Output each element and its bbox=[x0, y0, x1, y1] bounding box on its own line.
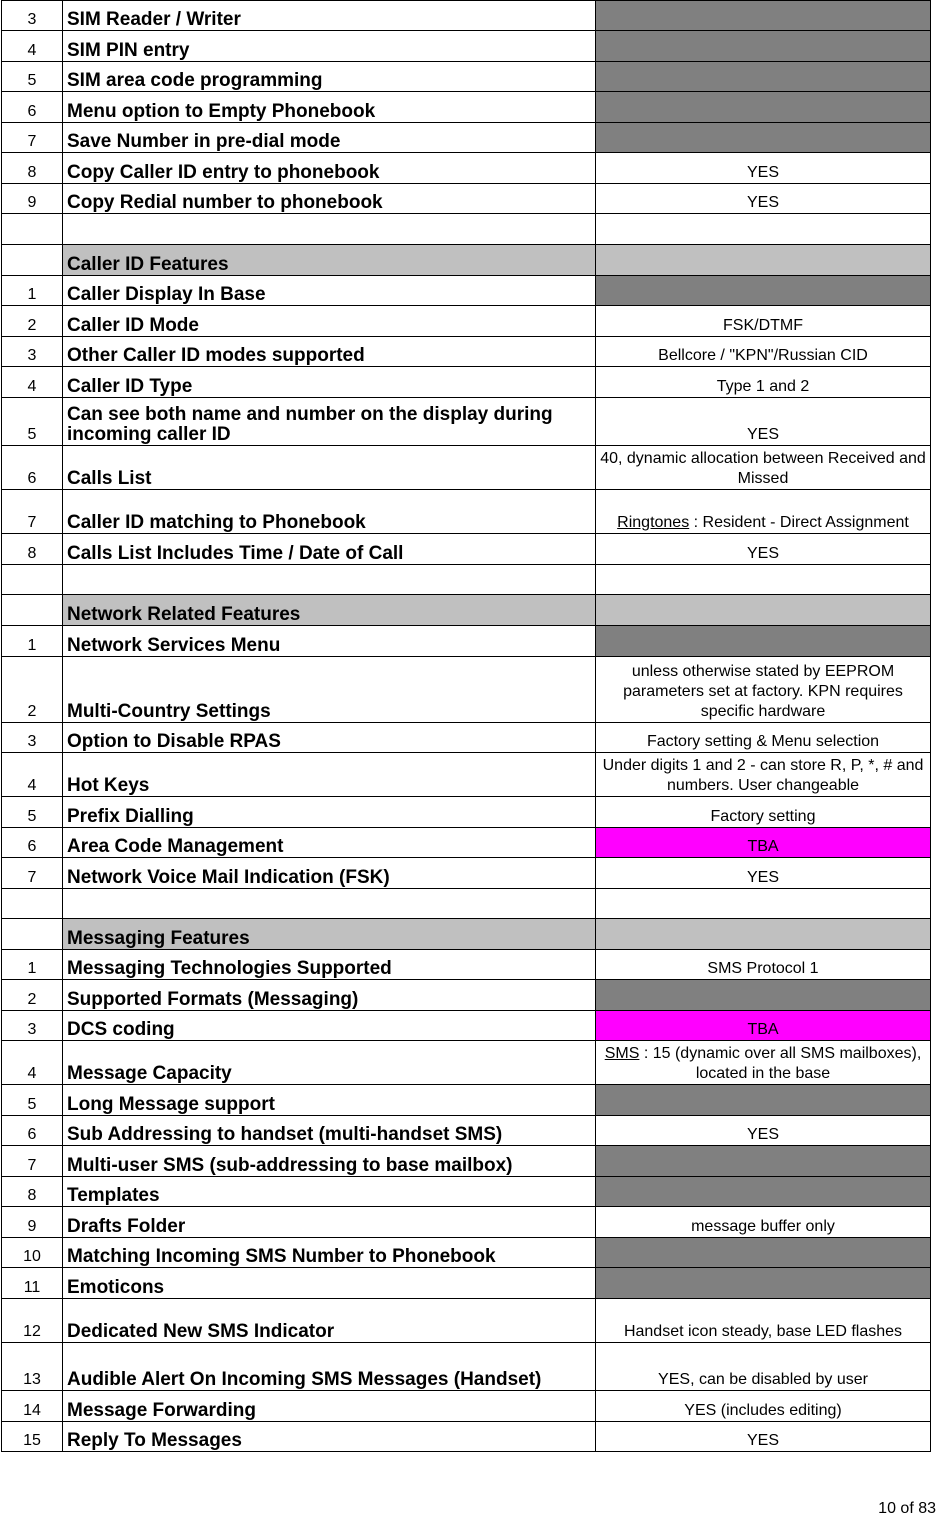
feature-name: Hot Keys bbox=[63, 753, 596, 797]
feature-value: YES (includes editing) bbox=[596, 1391, 931, 1422]
feature-value: Under digits 1 and 2 - can store R, P, *, # and numbers. User changeable bbox=[596, 753, 931, 797]
feature-value: TBA bbox=[596, 1011, 931, 1041]
feature-value: message buffer only bbox=[596, 1207, 931, 1238]
table-row bbox=[2, 1391, 931, 1422]
table-row bbox=[2, 446, 931, 490]
row-number bbox=[2, 889, 63, 919]
row-number: 4 bbox=[2, 753, 63, 797]
feature-value: YES bbox=[596, 398, 931, 446]
row-number: 7 bbox=[2, 1146, 63, 1177]
feature-name: Menu option to Empty Phonebook bbox=[63, 92, 596, 123]
feature-name: Emoticons bbox=[63, 1268, 596, 1299]
feature-name: SIM area code programming bbox=[63, 62, 596, 92]
feature-name: Message Forwarding bbox=[63, 1391, 596, 1422]
feature-value bbox=[596, 1, 931, 31]
feature-value bbox=[596, 980, 931, 1011]
feature-value: Bellcore / "KPN"/Russian CID bbox=[596, 337, 931, 367]
row-number: 3 bbox=[2, 1, 63, 31]
feature-name: Calls List bbox=[63, 446, 596, 490]
table-row bbox=[2, 1207, 931, 1238]
feature-value bbox=[596, 626, 931, 657]
row-number: 5 bbox=[2, 62, 63, 92]
feature-value: YES bbox=[596, 858, 931, 889]
table-row bbox=[2, 31, 931, 62]
feature-name: Matching Incoming SMS Number to Phonebook bbox=[63, 1238, 596, 1268]
table-row bbox=[2, 1085, 931, 1116]
table-row bbox=[2, 980, 931, 1011]
value-underlined-term: SMS bbox=[604, 1045, 640, 1062]
feature-value: YES, can be disabled by user bbox=[596, 1343, 931, 1391]
table-row bbox=[2, 214, 931, 245]
section-header-row bbox=[2, 245, 931, 276]
feature-name: Can see both name and number on the display during incoming caller ID bbox=[63, 398, 596, 446]
table-row bbox=[2, 1268, 931, 1299]
row-number: 8 bbox=[2, 153, 63, 184]
feature-value bbox=[596, 245, 931, 276]
row-number: 6 bbox=[2, 1116, 63, 1146]
feature-spec-table-body bbox=[2, 1, 931, 1452]
feature-value bbox=[596, 490, 931, 534]
feature-value bbox=[596, 565, 931, 595]
feature-name: Caller ID matching to Phonebook bbox=[63, 490, 596, 534]
section-title: Caller ID Features bbox=[63, 245, 596, 276]
feature-name bbox=[63, 565, 596, 595]
table-row bbox=[2, 1146, 931, 1177]
section-header-row bbox=[2, 919, 931, 950]
row-number bbox=[2, 919, 63, 950]
feature-name: Area Code Management bbox=[63, 828, 596, 858]
feature-name: Calls List Includes Time / Date of Call bbox=[63, 534, 596, 565]
feature-value bbox=[596, 1041, 931, 1085]
feature-value: unless otherwise stated by EEPROM parameters set at factory. KPN requires specific hardware bbox=[596, 657, 931, 723]
section-header-row bbox=[2, 595, 931, 626]
table-row bbox=[2, 1116, 931, 1146]
row-number: 2 bbox=[2, 980, 63, 1011]
table-row bbox=[2, 723, 931, 753]
table-row bbox=[2, 828, 931, 858]
feature-value bbox=[596, 1177, 931, 1207]
feature-value bbox=[596, 595, 931, 626]
table-row bbox=[2, 1177, 931, 1207]
feature-value: YES bbox=[596, 1422, 931, 1452]
section-title: Network Related Features bbox=[63, 595, 596, 626]
feature-value bbox=[596, 1268, 931, 1299]
feature-value: 40, dynamic allocation between Received and Missed bbox=[596, 446, 931, 490]
row-number bbox=[2, 595, 63, 626]
row-number: 2 bbox=[2, 657, 63, 723]
value-text: : 15 (dynamic over all SMS mailboxes), located in the base bbox=[639, 1045, 922, 1082]
table-row bbox=[2, 276, 931, 306]
table-row bbox=[2, 337, 931, 367]
row-number bbox=[2, 565, 63, 595]
feature-name: Templates bbox=[63, 1177, 596, 1207]
row-number: 1 bbox=[2, 276, 63, 306]
feature-name: Copy Caller ID entry to phonebook bbox=[63, 153, 596, 184]
feature-name: Copy Redial number to phonebook bbox=[63, 184, 596, 214]
table-row bbox=[2, 565, 931, 595]
row-number: 3 bbox=[2, 1011, 63, 1041]
row-number: 5 bbox=[2, 1085, 63, 1116]
table-row bbox=[2, 184, 931, 214]
feature-value: YES bbox=[596, 184, 931, 214]
row-number: 7 bbox=[2, 123, 63, 153]
section-title: Messaging Features bbox=[63, 919, 596, 950]
row-number: 7 bbox=[2, 490, 63, 534]
table-row bbox=[2, 534, 931, 565]
table-row bbox=[2, 1299, 931, 1343]
feature-name: DCS coding bbox=[63, 1011, 596, 1041]
feature-name: Audible Alert On Incoming SMS Messages (Handset) bbox=[63, 1343, 596, 1391]
feature-name: Caller ID Type bbox=[63, 367, 596, 398]
table-row bbox=[2, 797, 931, 828]
feature-name: Caller Display In Base bbox=[63, 276, 596, 306]
feature-value bbox=[596, 214, 931, 245]
row-number: 1 bbox=[2, 626, 63, 657]
row-number: 6 bbox=[2, 446, 63, 490]
feature-name: Option to Disable RPAS bbox=[63, 723, 596, 753]
feature-name: Supported Formats (Messaging) bbox=[63, 980, 596, 1011]
table-row bbox=[2, 1011, 931, 1041]
value-text: : Resident - Direct Assignment bbox=[689, 514, 909, 531]
feature-name: Messaging Technologies Supported bbox=[63, 950, 596, 980]
feature-value bbox=[596, 123, 931, 153]
feature-value: SMS Protocol 1 bbox=[596, 950, 931, 980]
feature-name: Prefix Dialling bbox=[63, 797, 596, 828]
feature-name: Sub Addressing to handset (multi-handset SMS) bbox=[63, 1116, 596, 1146]
table-row bbox=[2, 889, 931, 919]
row-number: 6 bbox=[2, 828, 63, 858]
feature-name: SIM PIN entry bbox=[63, 31, 596, 62]
table-row bbox=[2, 62, 931, 92]
row-number: 3 bbox=[2, 337, 63, 367]
row-number: 4 bbox=[2, 367, 63, 398]
table-row bbox=[2, 657, 931, 723]
feature-value bbox=[596, 1238, 931, 1268]
row-number: 7 bbox=[2, 858, 63, 889]
feature-name: Multi-Country Settings bbox=[63, 657, 596, 723]
table-row bbox=[2, 1, 931, 31]
row-number: 15 bbox=[2, 1422, 63, 1452]
row-number: 9 bbox=[2, 184, 63, 214]
row-number: 5 bbox=[2, 398, 63, 446]
table-row bbox=[2, 1422, 931, 1452]
table-row bbox=[2, 306, 931, 337]
feature-value: TBA bbox=[596, 828, 931, 858]
feature-value: Factory setting bbox=[596, 797, 931, 828]
feature-name: Network Services Menu bbox=[63, 626, 596, 657]
table-row bbox=[2, 858, 931, 889]
feature-value bbox=[596, 276, 931, 306]
feature-name: Drafts Folder bbox=[63, 1207, 596, 1238]
feature-name: SIM Reader / Writer bbox=[63, 1, 596, 31]
table-row bbox=[2, 1343, 931, 1391]
row-number: 11 bbox=[2, 1268, 63, 1299]
row-number: 5 bbox=[2, 797, 63, 828]
feature-value bbox=[596, 1085, 931, 1116]
row-number: 1 bbox=[2, 950, 63, 980]
page-number: 10 of 83 bbox=[878, 1500, 936, 1517]
row-number: 4 bbox=[2, 1041, 63, 1085]
feature-name: Caller ID Mode bbox=[63, 306, 596, 337]
row-number: 12 bbox=[2, 1299, 63, 1343]
feature-name: Multi-user SMS (sub-addressing to base mailbox) bbox=[63, 1146, 596, 1177]
row-number bbox=[2, 245, 63, 276]
feature-value: Factory setting & Menu selection bbox=[596, 723, 931, 753]
feature-name: Other Caller ID modes supported bbox=[63, 337, 596, 367]
feature-value: Handset icon steady, base LED flashes bbox=[596, 1299, 931, 1343]
row-number: 9 bbox=[2, 1207, 63, 1238]
row-number: 3 bbox=[2, 723, 63, 753]
row-number: 8 bbox=[2, 1177, 63, 1207]
table-row bbox=[2, 398, 931, 446]
feature-value bbox=[596, 1146, 931, 1177]
feature-value bbox=[596, 889, 931, 919]
table-row bbox=[2, 367, 931, 398]
row-number bbox=[2, 214, 63, 245]
table-row bbox=[2, 153, 931, 184]
feature-name bbox=[63, 214, 596, 245]
feature-name bbox=[63, 889, 596, 919]
row-number: 14 bbox=[2, 1391, 63, 1422]
row-number: 8 bbox=[2, 534, 63, 565]
feature-spec-table bbox=[1, 0, 931, 1452]
feature-name: Long Message support bbox=[63, 1085, 596, 1116]
feature-value bbox=[596, 62, 931, 92]
feature-name: Network Voice Mail Indication (FSK) bbox=[63, 858, 596, 889]
row-number: 2 bbox=[2, 306, 63, 337]
row-number: 13 bbox=[2, 1343, 63, 1391]
table-row bbox=[2, 490, 931, 534]
table-row bbox=[2, 753, 931, 797]
value-underlined-term: Ringtones bbox=[617, 514, 690, 531]
feature-name: Save Number in pre-dial mode bbox=[63, 123, 596, 153]
row-number: 10 bbox=[2, 1238, 63, 1268]
table-row bbox=[2, 626, 931, 657]
feature-value: Type 1 and 2 bbox=[596, 367, 931, 398]
feature-value: YES bbox=[596, 153, 931, 184]
row-number: 4 bbox=[2, 31, 63, 62]
feature-value: YES bbox=[596, 1116, 931, 1146]
feature-value: FSK/DTMF bbox=[596, 306, 931, 337]
feature-name: Reply To Messages bbox=[63, 1422, 596, 1452]
feature-value bbox=[596, 31, 931, 62]
feature-value bbox=[596, 92, 931, 123]
table-row bbox=[2, 123, 931, 153]
table-row bbox=[2, 950, 931, 980]
table-row bbox=[2, 1041, 931, 1085]
table-row bbox=[2, 1238, 931, 1268]
feature-value: YES bbox=[596, 534, 931, 565]
feature-name: Dedicated New SMS Indicator bbox=[63, 1299, 596, 1343]
row-number: 6 bbox=[2, 92, 63, 123]
feature-value bbox=[596, 919, 931, 950]
feature-name: Message Capacity bbox=[63, 1041, 596, 1085]
table-row bbox=[2, 92, 931, 123]
